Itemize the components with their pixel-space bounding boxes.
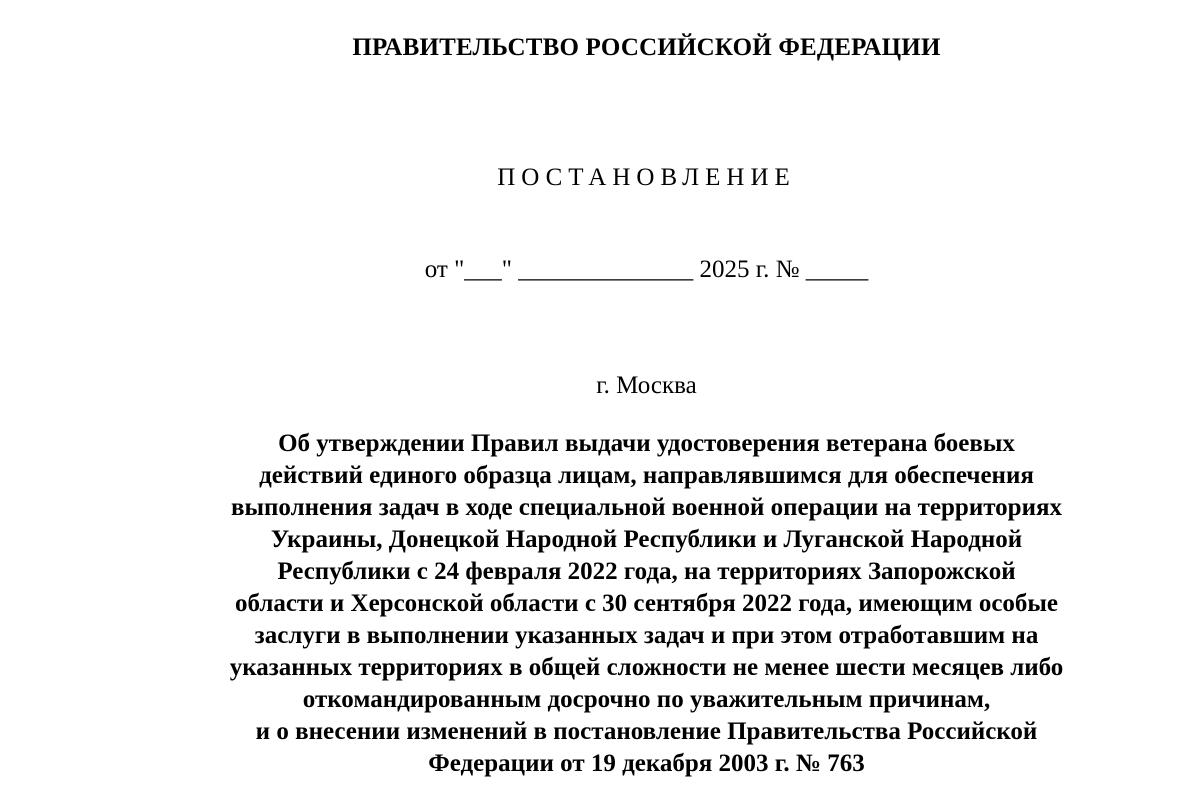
authority-heading: ПРАВИТЕЛЬСТВО РОССИЙСКОЙ ФЕДЕРАЦИИ [352, 34, 941, 61]
title-line: Федерации от 19 декабря 2003 г. № 763 [428, 750, 865, 777]
title-line: откомандированным досрочно по уважительным причинам, [302, 686, 991, 713]
title-line: выполнения задач в ходе специальной военной операции на территориях [230, 494, 1063, 521]
title-line: области и Херсонской области с 30 сентября 2022 года, имеющим особые [234, 590, 1059, 617]
document-title [0, 428, 1203, 780]
city-line: г. Москва [596, 372, 697, 399]
title-line: Украины, Донецкой Народной Республики и Луганской Народной [270, 526, 1023, 553]
title-line: Об утверждении Правил выдачи удостоверения ветерана боевых [278, 430, 1015, 457]
title-line: действий единого образца лицам, направлявшимся для обеспечения [259, 462, 1034, 489]
document-type-heading: ПОСТАНОВЛЕНИЕ [497, 164, 796, 191]
date-number-line: от "___" ______________ 2025 г. № _____ [424, 256, 869, 283]
title-line: заслуги в выполнении указанных задач и при этом отработавшим на [254, 622, 1039, 649]
title-line: указанных территориях в общей сложности не менее шести месяцев либо [229, 654, 1064, 681]
title-line: Республики с 24 февраля 2022 года, на территориях Запорожской [277, 558, 1016, 585]
title-line: и о внесении изменений в постановление Правительства Российской [255, 718, 1038, 745]
